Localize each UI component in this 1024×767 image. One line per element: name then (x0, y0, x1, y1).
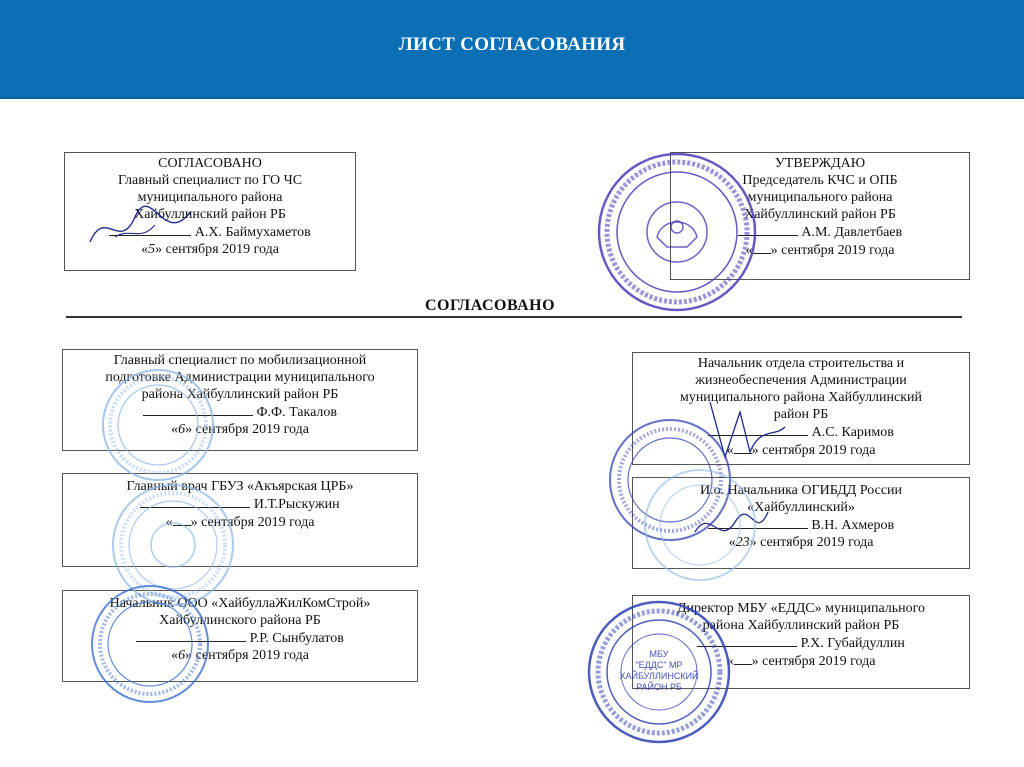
date-text: сентября 2019 года (762, 443, 876, 458)
box-heading: УТВЕРЖДАЮ (774, 156, 866, 171)
position-line: муниципального района (747, 190, 893, 205)
position-line: подготовке Администрации муниципального (105, 370, 375, 385)
section-title: СОГЛАСОВАНО (425, 297, 556, 314)
position-line: район РБ (773, 407, 829, 422)
approval-box-construction: Начальник отдела строительства и жизнеобеспечения Администрации муниципального района Хайбуллинский район РБ А.С. Каримов « » сентября 2019 года (632, 352, 970, 465)
date-day: 6 (178, 422, 186, 437)
header-banner (0, 0, 1024, 97)
position-line: Главный специалист по ГО ЧС (117, 173, 303, 188)
position-line: Хайбуллинский район РБ (134, 207, 286, 222)
seal-text: МБУ (649, 649, 669, 659)
seal-text: ХАЙБУЛЛИНСКИЙ (619, 671, 699, 681)
date-text: сентября 2019 года (781, 243, 895, 258)
position-line: Главный врач ГБУЗ «Акъярская ЦРБ» (126, 479, 354, 494)
position-line: И.о. Начальника ОГИБДД России (699, 483, 903, 498)
position-line: Начальник ООО «ХайбуллаЖилКомСтрой» (109, 596, 371, 611)
seal-text: "ЕДДС" МР (635, 660, 683, 670)
signer-name: А.М. Давлетбаев (801, 225, 903, 240)
signer-name: Ф.Ф. Такалов (256, 405, 338, 420)
date-text: сентября 2019 года (165, 242, 279, 257)
position-line: Хайбуллинского района РБ (159, 613, 321, 628)
position-line: жизнеобеспечения Администрации (695, 373, 907, 388)
signer-name: В.Н. Ахмеров (811, 518, 895, 533)
date-day: 5 (148, 242, 156, 257)
signer-name: А.Х. Баймухаметов (194, 225, 311, 240)
position-line: Главный специалист по мобилизационной (113, 353, 367, 368)
approval-box-kchs: УТВЕРЖДАЮ Председатель КЧС и ОПБ муниципального района Хайбуллинский район РБ А.М. Давлетбаев « » сентября 2019 года (670, 152, 970, 280)
box-heading: СОГЛАСОВАНО (158, 156, 262, 171)
approval-box-hospital: Главный врач ГБУЗ «Акъярская ЦРБ» И.Т.Рыскужин « » сентября 2019 года (62, 473, 418, 567)
position-line: «Хайбуллинский» (747, 500, 855, 515)
signer-name: Р.Х. Губайдуллин (800, 636, 905, 651)
position-line: Хайбуллинский район РБ (744, 207, 896, 222)
approval-box-edds: Директор МБУ «ЕДДС» муниципального района Хайбуллинский район РБ Р.Х. Губайдуллин « » сентября 2019 года (632, 595, 970, 689)
position-line: Начальник отдела строительства и (697, 356, 905, 371)
position-line: района Хайбуллинский район РБ (141, 387, 339, 402)
date-text: сентября 2019 года (760, 535, 874, 550)
section-divider (66, 316, 962, 318)
date-day: 6 (178, 648, 186, 663)
approval-box-mobilization: Главный специалист по мобилизационной подготовке Администрации муниципального района Хайбуллинский район РБ Ф.Ф. Такалов «6» сентября 2019 года (62, 349, 418, 451)
approval-box-housing: Начальник ООО «ХайбуллаЖилКомСтрой» Хайбуллинского района РБ Р.Р. Сынбулатов «6» сентября 2019 года (62, 590, 418, 682)
approval-box-go-chs: СОГЛАСОВАНО Главный специалист по ГО ЧС муниципального района Хайбуллинский район РБ А.Х. Баймухаметов «5» сентября 2019 года (64, 152, 356, 271)
seal-text: РАЙОН РБ (636, 682, 682, 692)
position-line: муниципального района (137, 190, 283, 205)
signer-name: И.Т.Рыскужин (253, 497, 340, 512)
date-text: сентября 2019 года (201, 515, 315, 530)
date-text: сентября 2019 года (195, 648, 309, 663)
signer-name: А.С. Каримов (811, 425, 894, 440)
position-line: муниципального района Хайбуллинский (679, 390, 923, 405)
position-line: Председатель КЧС и ОПБ (742, 173, 898, 188)
position-line: Директор МБУ «ЕДДС» муниципального (676, 601, 926, 616)
date-text: сентября 2019 года (195, 422, 309, 437)
approval-box-traffic-police: И.о. Начальника ОГИБДД России «Хайбуллинский» В.Н. Ахмеров «23» сентября 2019 года (632, 477, 970, 569)
date-day: 23 (735, 535, 750, 550)
position-line: района Хайбуллинский район РБ (702, 618, 900, 633)
document-sheet (0, 97, 1024, 767)
page-title: ЛИСТ СОГЛАСОВАНИЯ (398, 34, 626, 55)
date-text: сентября 2019 года (762, 654, 876, 669)
signer-name: Р.Р. Сынбулатов (249, 631, 344, 646)
